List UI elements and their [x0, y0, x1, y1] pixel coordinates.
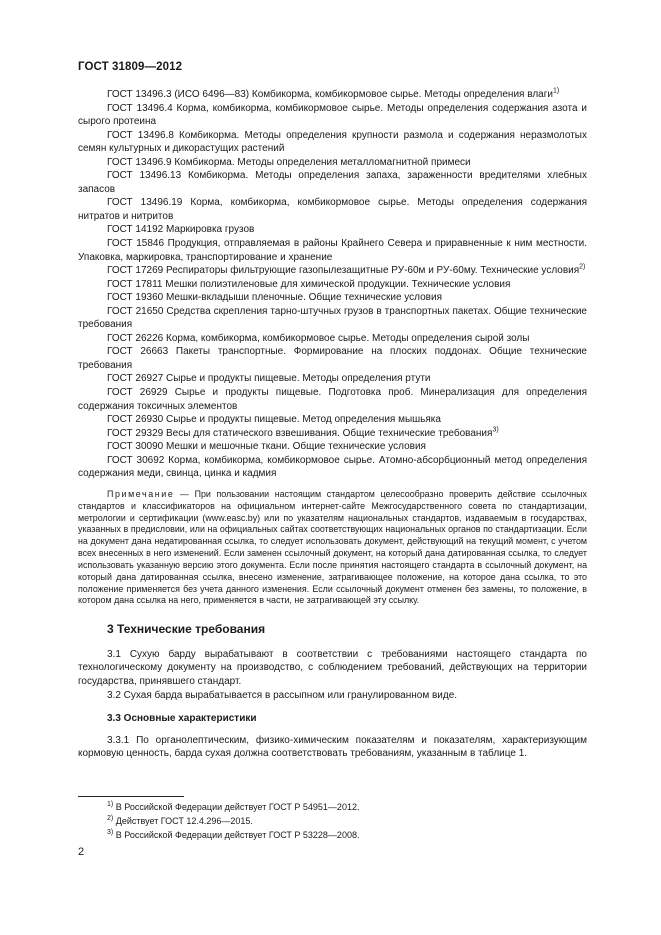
reference-item: [78, 88, 587, 102]
note-dash: —: [174, 488, 195, 499]
footnote-mark: 3): [107, 829, 114, 836]
footnote-mark: 2): [107, 815, 114, 822]
reference-item: [78, 372, 587, 386]
page-content: [78, 88, 587, 761]
reference-item: [78, 427, 587, 441]
reference-item: [78, 102, 587, 129]
reference-item: [78, 413, 587, 427]
reference-item: [78, 237, 587, 264]
reference-item: [78, 129, 587, 156]
footnote-3: [107, 830, 359, 840]
footnote-reference: 3): [492, 426, 499, 434]
reference-text: ГОСТ 13496.8 Комбикорма. Методы определения крупности размола и содержания неразмолотых семян культурных и дикорастущих растений: [78, 129, 587, 155]
reference-item: [78, 291, 587, 305]
document-header: ГОСТ 31809—2012: [78, 61, 183, 73]
reference-item: [78, 223, 587, 237]
paragraph-3-3-1: 3.3.1 По органолептическим, физико-химическим показателям и показателям, характеризующим кормовую ценность, барда сухая должна соответствовать требованиям, указанным в таблице 1.: [78, 734, 587, 760]
reference-text: ГОСТ 13496.19 Корма, комбикорма, комбикормовое сырье. Методы определения содержания нитратов и нитритов: [78, 197, 587, 222]
reference-text: ГОСТ 30692 Корма, комбикорма, комбикормовое сырье. Атомно-абсорбционный метод определения содержания меди, свинца, цинка и кадмия: [78, 454, 587, 480]
reference-text: ГОСТ 13496.3 (ИСО 6496—83) Комбикорма, комбикормовое сырье. Методы определения влаги: [107, 89, 553, 100]
reference-text: ГОСТ 13496.9 Комбикорма. Методы определения металломагнитной примеси: [107, 156, 471, 168]
reference-item: [78, 264, 587, 278]
reference-text: ГОСТ 13496.4 Корма, комбикорма, комбикормовое сырье. Методы определения содержания азота и сырого протеина: [78, 102, 587, 128]
reference-item: [78, 386, 587, 413]
reference-item: [78, 156, 587, 170]
reference-text: ГОСТ 17269 Респираторы фильтрующие газопылезащитные РУ-60м и РУ-60му. Технические условия: [107, 265, 580, 277]
reference-item: [78, 169, 587, 196]
footnote-1: [107, 802, 359, 812]
footnote-text: В Российской Федерации действует ГОСТ Р 53228—2008.: [115, 830, 360, 840]
subsection-heading: 3.3 Основные характеристики: [107, 713, 257, 725]
reference-text: ГОСТ 14192 Маркировка грузов: [107, 224, 255, 236]
reference-text: ГОСТ 26226 Корма, комбикорма, комбикормовое сырье. Методы определения сырой золы: [107, 332, 530, 344]
paragraph-3-2: 3.2 Сухая барда вырабатывается в рассыпном или гранулированном виде.: [107, 690, 458, 702]
reference-item: [78, 196, 587, 223]
reference-text: ГОСТ 19360 Мешки-вкладыши пленочные. Общие технические условия: [107, 292, 442, 304]
footnote-text: Действует ГОСТ 12.4.296—2015.: [115, 816, 253, 826]
paragraph-3-1: 3.1 Сухую барду вырабатывают в соответствии с требованиями настоящего стандарта по технологическому документу на производство, с соблюдением требований, действующих на территории государства, принявшего стандарт.: [78, 648, 587, 687]
reference-text: ГОСТ 26929 Сырье и продукты пищевые. Подготовка проб. Минерализация для определения содержания токсичных элементов: [78, 387, 587, 412]
page-number: 2: [78, 846, 85, 858]
section-heading: 3 Технические требования: [107, 622, 266, 637]
footnote-2: [107, 816, 253, 826]
footnote-reference: 2): [579, 263, 586, 271]
reference-text: ГОСТ 30090 Мешки и мешочные ткани. Общие технические условия: [107, 441, 426, 453]
reference-text: ГОСТ 15846 Продукция, отправляемая в районы Крайнего Севера и приравненные к ним местности. Упаковка, маркировка, транспортирование и хранение: [78, 238, 587, 263]
note-label: Примечание: [107, 488, 175, 499]
note-block: [78, 489, 587, 607]
reference-item: [78, 332, 587, 346]
reference-text: ГОСТ 26663 Пакеты транспортные. Формирование на плоских поддонах. Общие технические требования: [78, 346, 587, 371]
reference-text: ГОСТ 26927 Сырье и продукты пищевые. Методы определения ртути: [107, 373, 431, 385]
reference-item: [78, 454, 587, 481]
reference-text: ГОСТ 17811 Мешки полиэтиленовые для химической продукции. Технические условия: [107, 278, 511, 290]
reference-text: ГОСТ 29329 Весы для статического взвешивания. Общие технические требования: [107, 427, 493, 439]
footnote-mark: 1): [107, 801, 114, 808]
reference-item: [78, 305, 587, 332]
footnote-reference: 1): [552, 87, 560, 95]
footnote-text: В Российской Федерации действует ГОСТ Р 54951—2012.: [115, 802, 360, 812]
reference-item: [78, 345, 587, 372]
reference-item: [78, 278, 587, 292]
reference-text: ГОСТ 26930 Сырье и продукты пищевые. Метод определения мышьяка: [107, 414, 441, 426]
note-text: При пользовании настоящим стандартом целесообразно проверить действие ссылочных стандартов и классификаторов на официальном интернет-сайте Межгосударственного совета по стандартизации, метрологии и сертификации (www.easc.by) или по указателям национальных стандартов, издаваемым в государствах, указанных в предисловии, или на официальных сайтах соответствующих национальных органов по стандартизации. Если на документ дана недатированная ссылка, то следует использовать документ, действующий на текущий момент, с учетом всех внесенных в него изменений. Если заменен ссылочный документ, на который дана датированная ссылка, то следует использовать указанную версию этого документа. Если после принятия настоящего стандарта в ссылочный документ, на который дана датированная ссылка, внесено изменение, затрагивающее положение, на которое дана ссылка, то это положение применяется без учета данного изменения. Если ссылочный документ отменен без замены, то положение, в котором дана ссылка на него, применяется в части, не затрагивающей эту ссылку.: [78, 488, 587, 606]
reference-text: ГОСТ 13496.13 Комбикорма. Методы определения запаха, зараженности вредителями хлебных запасов: [78, 170, 587, 195]
reference-text: ГОСТ 21650 Средства скрепления тарно-штучных грузов в транспортных пакетах. Общие технические требования: [78, 305, 587, 331]
reference-item: [78, 440, 587, 454]
footnote-separator: [78, 796, 184, 797]
normative-references: [78, 88, 587, 481]
